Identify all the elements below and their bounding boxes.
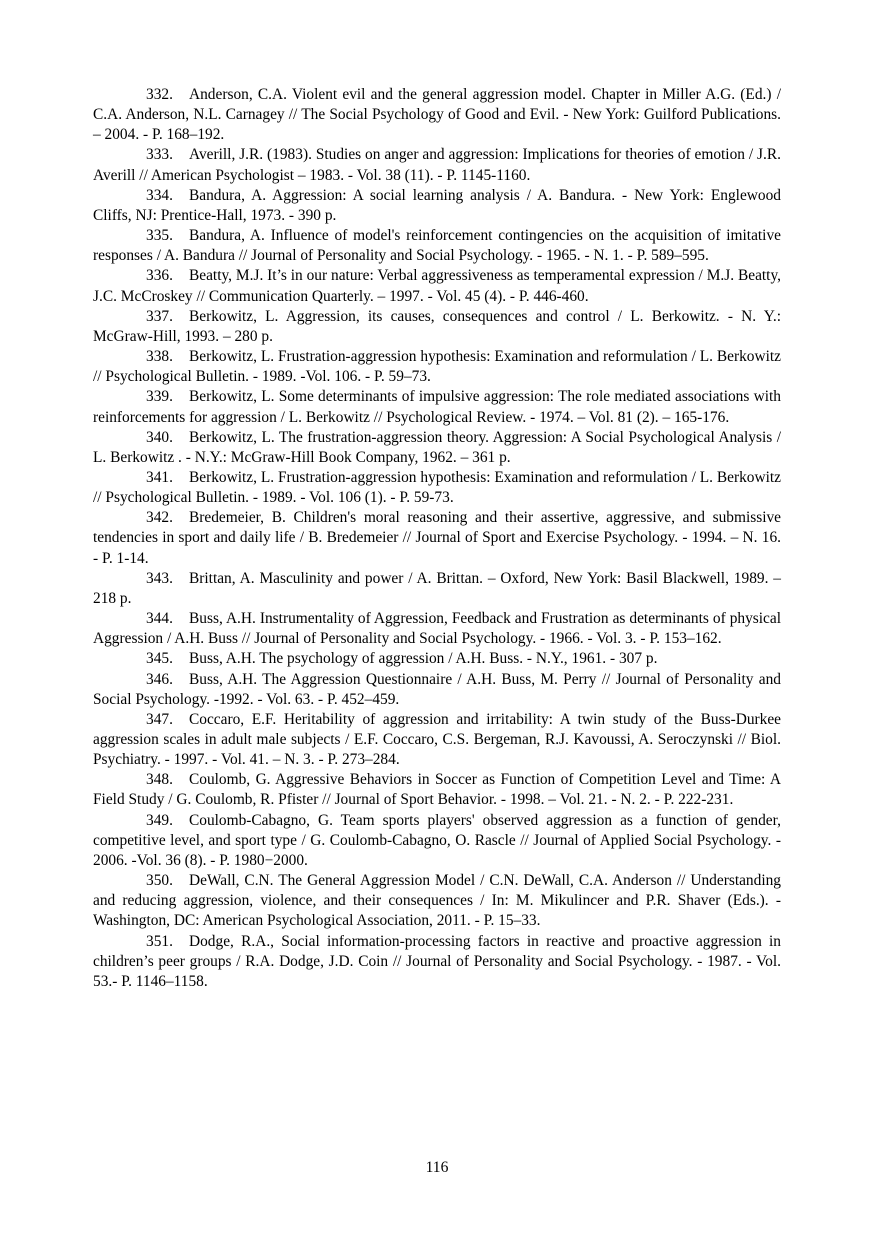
reference-text: Buss, A.H. The psychology of aggression / A.H. Buss. - N.Y., 1961. - 307 p.: [189, 650, 658, 668]
reference-text: Berkowitz, L. Frustration-aggression hypothesis: Examination and reformulation / L. Berkowitz // Psychological Bulletin. - 1989. -Vol. 106. - P. 59–73.: [93, 348, 781, 386]
reference-number: 349.: [146, 811, 173, 829]
reference-text: Bredemeier, B. Children's moral reasoning and their assertive, aggressive, and submissive tendencies in sport and daily life / B. Bredemeier // Journal of Sport and Exercise Psychology. - 1994. – N. 16. - P. 1-14.: [93, 509, 781, 567]
reference-number: 337.: [146, 307, 173, 325]
reference-number: 344.: [146, 610, 173, 628]
reference-text: Bandura, A. Influence of model's reinforcement contingencies on the acquisition of imitative responses / A. Bandura // Journal of Personality and Social Psychology. - 1965. - N. 1. - P. 589–595.: [93, 227, 781, 265]
reference-text: Berkowitz, L. Frustration-aggression hypothesis: Examination and reformulation / L. Berkowitz // Psychological Bulletin. - 1989. - Vol. 106 (1). - P. 59-73.: [93, 468, 781, 507]
reference-item: [93, 609, 781, 649]
reference-number: 335.: [146, 227, 173, 245]
reference-item: [93, 468, 781, 508]
reference-text: Anderson, C.A. Violent evil and the general aggression model. Chapter in Miller A.G. (Ed.) / C.A. Anderson, N.L. Carnagey // The Social Psychology of Good and Evil. - New York: Guilford Publications. – 2004. - P. 168–192.: [93, 86, 781, 144]
reference-item: [93, 266, 781, 306]
reference-item: [93, 871, 781, 931]
page-number: 116: [425, 1159, 449, 1176]
reference-item: [93, 932, 781, 992]
reference-text: Berkowitz, L. Aggression, its causes, consequences and control / L. Berkowitz. - N. Y.: McGraw-Hill, 1993. – 280 p.: [93, 307, 781, 345]
reference-item: [93, 226, 781, 266]
reference-text: DeWall, C.N. The General Aggression Model / C.N. DeWall, C.A. Anderson // Understanding and reducing aggression, violence, and their consequences / In: M. Mikulincer and P.R. Shaver (Eds.). - Washington, DC: American Psychological Association, 2011. - P. 15–33.: [93, 872, 781, 930]
reference-number: 348.: [146, 771, 173, 789]
reference-text: Averill, J.R. (1983). Studies on anger and aggression: Implications for theories of emotion / J.R. Averill // American Psychologist – 1983. - Vol. 38 (11). - P. 1145-1160.: [93, 146, 781, 184]
reference-item: [93, 85, 781, 145]
reference-item: [93, 670, 781, 710]
reference-item: [93, 347, 781, 387]
reference-item: [93, 508, 781, 568]
reference-number: 341.: [146, 468, 173, 486]
reference-item: [93, 649, 781, 669]
reference-number: 345.: [146, 650, 173, 668]
reference-item: [93, 186, 781, 226]
reference-text: Beatty, M.J. It’s in our nature: Verbal aggressiveness as temperamental expression / M.J. Beatty, J.C. McCroskey // Communication Quarterly. – 1997. - Vol. 45 (4). - P. 446-460.: [93, 267, 781, 305]
reference-number: 333.: [146, 146, 173, 164]
reference-item: [93, 307, 781, 347]
reference-text: Brittan, A. Masculinity and power / A. Brittan. – Oxford, New York: Basil Blackwell, 1989. – 218 p.: [93, 569, 781, 607]
reference-number: 339.: [146, 388, 173, 406]
reference-number: 332.: [146, 86, 173, 103]
reference-text: Dodge, R.A., Social information-processing factors in reactive and proactive aggression in children’s peer groups / R.A. Dodge, J.D. Coin // Journal of Personality and Social Psychology. - 1987. - Vol. 53.- P. 1146–1158.: [93, 932, 781, 990]
reference-item: [93, 710, 781, 770]
reference-item: [93, 811, 781, 871]
reference-number: 338.: [146, 348, 173, 366]
reference-text: Buss, A.H. Instrumentality of Aggression, Feedback and Frustration as determinants of physical Aggression / A.H. Buss // Journal of Personality and Social Psychology. - 1966. - Vol. 3. - P. 153–162.: [93, 610, 781, 648]
reference-number: 346.: [146, 670, 173, 688]
reference-number: 347.: [146, 710, 173, 728]
reference-number: 342.: [146, 509, 173, 527]
reference-text: Coulomb, G. Aggressive Behaviors in Soccer as Function of Competition Level and Time: A Field Study / G. Coulomb, R. Pfister // Journal of Sport Behavior. - 1998. – Vol. 21. - N. 2. - P. 222-231.: [93, 771, 781, 809]
reference-number: 350.: [146, 872, 173, 890]
reference-list: [93, 85, 781, 992]
reference-number: 340.: [146, 428, 173, 446]
reference-number: 351.: [146, 932, 173, 950]
reference-text: Berkowitz, L. The frustration-aggression theory. Aggression: A Social Psychological Analysis / L. Berkowitz . - N.Y.: McGraw-Hill Book Company, 1962. – 361 p.: [93, 428, 781, 466]
reference-item: [93, 387, 781, 427]
reference-text: Buss, A.H. The Aggression Questionnaire / A.H. Buss, M. Perry // Journal of Personality and Social Psychology. -1992. - Vol. 63. - P. 452–459.: [93, 670, 781, 708]
reference-number: 334.: [146, 186, 173, 204]
reference-item: [93, 569, 781, 609]
reference-text: Bandura, A. Aggression: A social learning analysis / A. Bandura. - New York: Englewood Cliffs, NJ: Prentice-Hall, 1973. - 390 p.: [93, 186, 781, 224]
reference-item: [93, 145, 781, 185]
reference-item: [93, 428, 781, 468]
reference-text: Berkowitz, L. Some determinants of impulsive aggression: The role mediated associations with reinforcements for aggression / L. Berkowitz // Psychological Review. - 1974. – Vol. 81 (2). – 165-176.: [93, 388, 781, 426]
reference-number: 336.: [146, 267, 173, 285]
reference-text: Coulomb-Cabagno, G. Team sports players' observed aggression as a function of gender, competitive level, and sport type / G. Coulomb-Cabagno, O. Rascle // Journal of Applied Social Psychology. - 2006. -Vol. 36 (8). - P. 1980−2000.: [93, 811, 781, 869]
reference-number: 343.: [146, 569, 173, 587]
reference-text: Coccaro, E.F. Heritability of aggression and irritability: A twin study of the Buss-Durkee aggression scales in adult male subjects / E.F. Coccaro, C.S. Bergeman, R.J. Kavoussi, A. Seroczynski // Biol. Psychiatry. - 1997. - Vol. 41. – N. 3. - P. 273–284.: [93, 710, 781, 769]
reference-item: [93, 770, 781, 810]
